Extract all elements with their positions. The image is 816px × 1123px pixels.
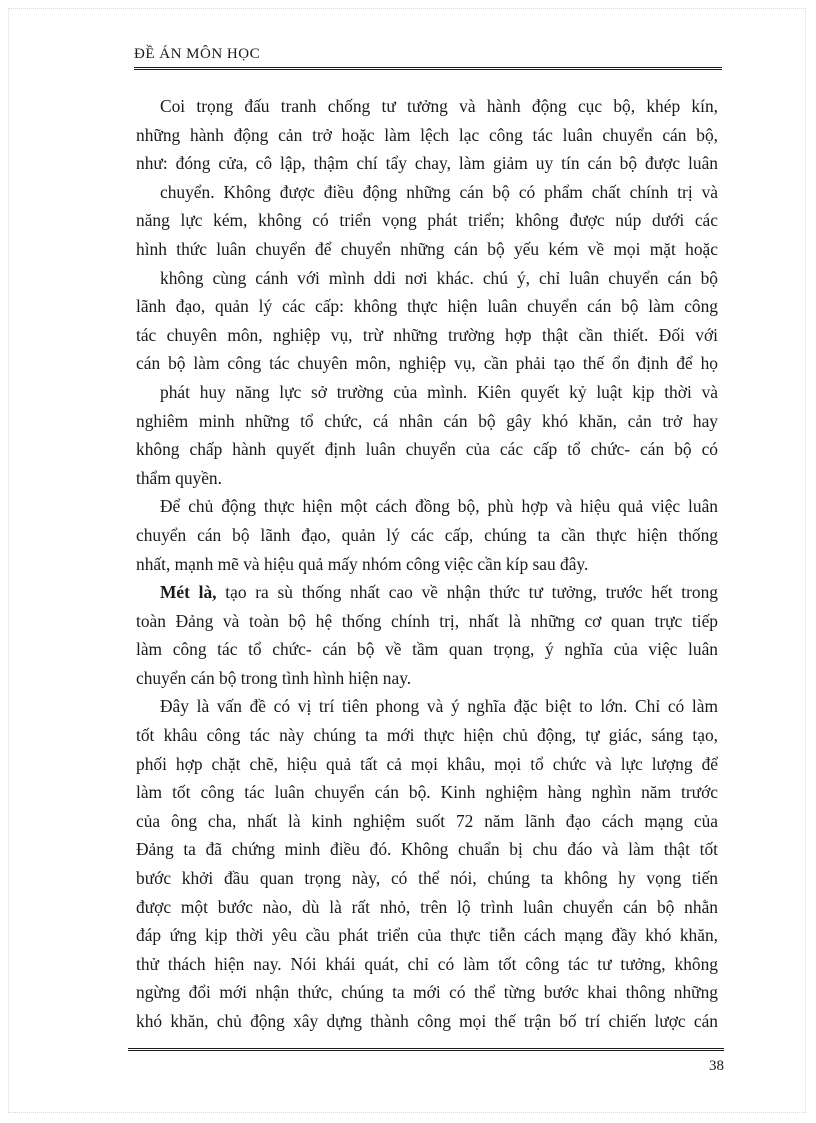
text-line: đáp ứng kịp thời yêu cầu phát triển của thực tiễn cách mạng đầy khó khăn, xyxy=(136,925,718,946)
footer-rule xyxy=(128,1048,724,1051)
header-title: ĐỀ ÁN MÔN HỌC xyxy=(134,46,261,62)
text-line: Đây là vấn đề có vị trí tiên phong và ý nghĩa đặc biệt to lớn. Chỉ có làm xyxy=(160,696,718,717)
text-line: tốt khâu công tác này chúng ta mới thực hiện chủ động, tự giác, sáng tạo, xyxy=(136,725,718,746)
text-line: thử thách hiện nay. Nói khái quát, chỉ có làm tốt công tác tư tưởng, không xyxy=(136,953,718,974)
text-line: chuyển cán bộ lãnh đạo, quản lý các cấp, chúng ta cần thực hiện thống xyxy=(136,524,718,545)
text-line: những hành động cản trở hoặc làm lệch lạc công tác luân chuyển cán bộ, xyxy=(136,124,718,145)
text-line: hình thức luân chuyển để chuyển những cán bộ yếu kém về mọi mặt hoặc xyxy=(136,238,718,259)
text-line: năng lực kém, không có triển vọng phát triển; không được núp dưới các xyxy=(136,210,718,231)
text-line: bước khởi đầu quan trọng này, có thể nói, chúng ta không hy vọng tiến xyxy=(136,868,718,889)
text-line: phối hợp chặt chẽ, hiệu quả tất cả mọi khâu, mọi tổ chức và lực lượng để xyxy=(136,753,718,774)
text-line: được một bước nào, dù là rất nhỏ, trên lộ trình luân chuyển cán bộ nhằn xyxy=(136,896,718,917)
page-header xyxy=(134,44,722,70)
text-line: Để chủ động thực hiện một cách đồng bộ, phù hợp và hiệu quả việc luân xyxy=(160,496,718,517)
text-line: Đảng ta đã chứng minh điều đó. Không chuẩn bị chu đáo và làm thật tốt xyxy=(136,839,718,860)
text-line: toàn Đảng và toàn bộ hệ thống chính trị, nhất là những cơ quan trực tiếp xyxy=(136,610,718,631)
text-line: như: đóng cửa, cô lập, thậm chí tẩy chay, làm giảm uy tín cán bộ được luân xyxy=(136,153,718,174)
header-rule xyxy=(134,67,722,70)
text-line: làm tốt công tác luân chuyển cán bộ. Kinh nghiệm hàng nghìn năm trước xyxy=(136,782,718,803)
text-line: lãnh đạo, quản lý các cấp: không thực hiện luân chuyển cán bộ làm công xyxy=(136,296,718,317)
text-line xyxy=(136,578,718,607)
point-label: Mét là, xyxy=(160,582,217,603)
page-footer xyxy=(128,1048,724,1074)
text-line: khó khăn, chủ động xây dựng thành công mọi thế trận bố trí chiến lược cán xyxy=(136,1011,718,1031)
body-text xyxy=(136,92,718,1036)
text-line: Coi trọng đấu tranh chống tư tưởng và hành động cục bộ, khép kín, xyxy=(160,96,718,116)
text-line: không cùng cánh với mình ddi nơi khác. chú ý, chỉ luân chuyển cán bộ xyxy=(160,267,718,288)
text-line: nhất, mạnh mẽ và hiệu quả mấy nhóm công việc cần kíp sau đây. xyxy=(136,553,589,574)
text-line: thẩm quyền. xyxy=(136,467,222,488)
text-line: ngừng đổi mới nhận thức, chúng ta mới có thể từng bước khai thông những xyxy=(136,982,718,1003)
text-line: phát huy năng lực sở trường của mình. Kiên quyết kỷ luật kịp thời và xyxy=(160,381,718,402)
text-line: cán bộ làm công tác chuyên môn, nghiệp vụ, cần phải tạo thế ổn định để họ xyxy=(136,353,718,374)
text-line: chuyển. Không được điều động những cán bộ có phẩm chất chính trị và xyxy=(160,181,718,202)
text-line: chuyển cán bộ trong tình hình hiện nay. xyxy=(136,667,412,688)
text-line: làm công tác tổ chức- cán bộ về tầm quan trọng, ý nghĩa của việc luân xyxy=(136,639,718,660)
text-line: không chấp hành quyết định luân chuyển của các cấp tổ chức- cán bộ có xyxy=(136,439,718,460)
page-number: 38 xyxy=(709,1058,724,1074)
text-line: tác chuyên môn, nghiệp vụ, trừ những trường hợp thật cần thiết. Đối với xyxy=(136,324,718,345)
text-line: nghiêm minh những tổ chức, cá nhân cán bộ gây khó khăn, cản trở hay xyxy=(136,410,718,431)
text-line: của ông cha, nhất là kinh nghiệm suốt 72 năm lãnh đạo cách mạng của xyxy=(136,810,718,831)
point-text: tạo ra sù thống nhất cao về nhận thức tư tưởng, trước hết trong xyxy=(225,582,718,603)
